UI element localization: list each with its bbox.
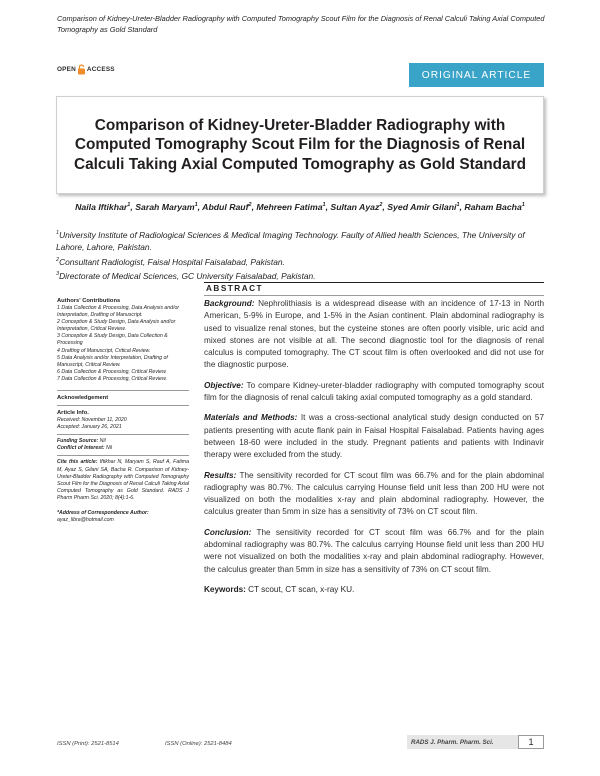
open-access-logo [57,64,115,75]
author: Syed Amir Gilani$^1$ [387,201,460,212]
abstract-objective: Objective: To compare Kidney-ureter-bladder radiography with computed tomography scout film for the diagnosis of renal calculi taking axial computed tomography as a gold standard. [204,380,544,403]
article-title: Comparison of Kidney-Ureter-Bladder Radiography with Computed Tomography Scout Film for the Diagnosis of Renal Calculi Taking Axial Computed Tomography as Gold Standard [73,116,527,173]
funding-source: Funding Source: Nil [57,438,106,445]
affiliation: $^2$Consultant Radiologist, Faisal Hospital Faisalabad, Pakistan. [56,256,285,267]
keywords: Keywords: CT scout, CT scan, x-ray KU. [204,584,355,594]
open-lock-icon [77,64,86,75]
acknowledgement-heading: Acknowledgement [57,395,109,402]
author: Sarah Maryam$^1$ [135,201,198,212]
contribution-item: 1 Data Collection & Processing, Data Analysis and/or Interpretation, Drafting of Manuscript. [57,305,180,319]
abstract-methods: Materials and Methods: It was a cross-sectional analytical study design conducted on 57 patients presenting with acute flank pain in Faisal Hospital Faisalabad. Patients having ages between 18-60 were included in the study. Pregnant patients and patients with Indinavir therapy were excluded from the study. [204,413,544,460]
accepted-date: Accepted: January 26, 2021 [57,424,122,431]
running-title: Comparison of Kidney-Ureter-Bladder Radiography with Computed Tomography Scout Film for the Diagnosis of Renal Calculi Taking Axial Computed Tomography as Gold Standard [57,14,545,34]
contribution-item: 5 Data Analysis and/or Interpretation, Drafting of Manuscript, Critical Review. [57,354,168,368]
article-sidebar [57,297,189,524]
affiliation: $^3$Directorate of Medical Sciences, GC University Faisalabad, Pakistan. [56,270,316,281]
contribution-item: 6 Data Collection & Processing, Critical Review. [57,368,167,375]
logo-access-text: ACCESS [86,66,115,73]
contributions-heading: Authors' Contributions [57,298,121,304]
issn-print: ISSN (Print): 2521-8514 [57,741,119,747]
logo-open-text: OPEN [57,66,76,73]
correspondence-label: *Address of Correspondence Author: [57,509,149,516]
received-date: Received: November 11, 2020 [57,417,127,424]
affiliations [56,227,544,282]
issn-online: ISSN (Online): 2521-8484 [165,741,232,747]
author: Sultan Ayaz$^2$ [330,201,383,212]
abstract-heading: ABSTRACT [206,284,264,293]
contribution-item: 4 Drafting of Manuscript, Critical Review. [57,347,151,354]
divider [57,390,189,391]
divider [204,295,544,296]
footer-journal-box [407,735,544,749]
abstract-results: Results: The sensitivity recorded for CT scout film was 66.7% and for the plain abdominal radiography was 80.7%. The calculus carrying Hounse field unit less than 200 HU were not visualized on both the modalities x-ray and plain abdominal radiography. However, the calculus greater than 5mm in size has a sensitivity of 73% on CT scout film. [204,470,544,517]
author: Mehreen Fatima$^1$ [256,201,326,212]
contribution-item: 3 Conception & Study Design, Data Collection & Processing [57,333,168,347]
author: Raham Bacha$^1$ [464,201,525,212]
title-box [56,96,544,194]
article-type-ribbon: ORIGINAL ARTICLE [409,63,544,87]
abstract-conclusion: Conclusion: The sensitivity recorded for CT scout film was 66.7% and for the plain abdominal radiography was 80.7%. The calculus carrying Hounse field unit less than 200 HU were not visualized on both the modalities x-ray and plain abdominal radiography. However, the calculus greater than 5mm in size has a sensitivity of 73% on CT scout film. [204,527,544,574]
article-info-heading: Article Info. [57,410,89,417]
correspondence-email[interactable]: ayaz_libra@hotmail.com [57,517,114,524]
divider [57,455,189,456]
contribution-item: 2 Conception & Study Design, Data Analysis and/or Interpretation, Critical Review. [57,319,176,333]
author-list: Naila Iftikhar$^1$, Sarah Maryam$^1$, Abdul Rauf$^2$, Mehreen Fatima$^1$, Sultan Ayaz$^2$, Syed Amir Gilani$^1$, Raham Bacha$^1$ [75,201,525,212]
author: Naila Iftikhar$^1$ [75,201,131,212]
divider [57,405,189,406]
abstract-column [204,282,544,596]
page-number: 1 [518,735,544,749]
author: Abdul Rauf$^2$ [202,201,252,212]
contribution-item: 7 Data Collection & Processing, Critical Review. [57,375,167,382]
citation: Cite this article: Iftikhar N, Maryam S, Rauf A, Fatima M, Ayaz S, Gilani SA, Bacha R. Comparison of Kidney-Ureter-Bladder Radiography with Computed Tomography Scout Film for the Diagnosis of Renal Calculi Taking Axial Computed Tomography as Gold Standard. RADS J Pharm Pharm Sci. 2020; 8(4):1-6. [57,459,190,501]
abstract-background: Background: Nephrolithiasis is a widespread disease with an incidence of 17-13 in North American, 5-9% in Europe, and 1-5% in the Asian continent. Plain abdominal radiography is used to visualize renal stones, but the cysteine stones are often poorly visible, uric acid and mixed stones are not visible at all. The second diagnostic tool for the diagnosis of renal calculus is computed tomography. The CT scout film is often overlooked and did not use for the diagnostic purpose. [204,299,544,370]
conflict-of-interest: Conflict of Interest: Nil [57,445,113,452]
journal-name: RADS J. Pharm. Pharm. Sci. [411,738,494,746]
divider [57,434,189,435]
affiliation: $^1$University Institute of Radiological Sciences & Medical Imaging Technology. Faulty of Allied health Sciences, The University of Lahore, Lahore, Pakistan. [56,229,525,253]
